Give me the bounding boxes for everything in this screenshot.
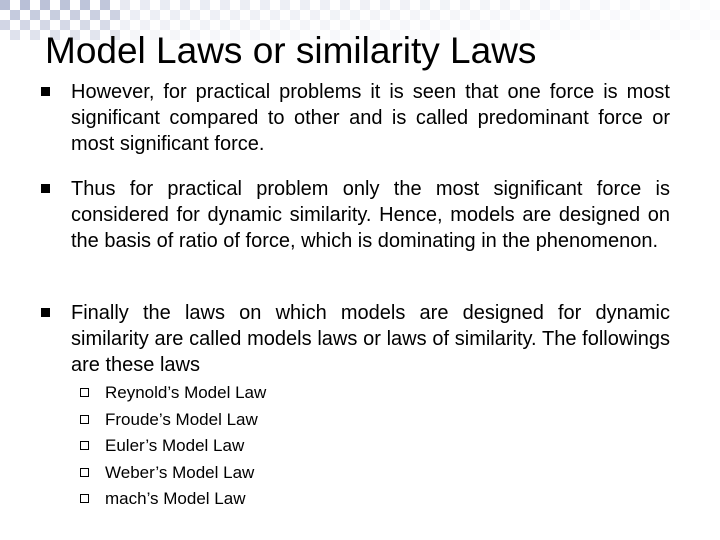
checker-square [540,20,550,30]
checker-square [510,10,520,20]
checker-square [300,0,310,10]
checker-square [690,30,700,40]
checker-square [50,10,60,20]
checker-square [590,10,600,20]
checker-square [20,20,30,30]
checker-square [20,0,30,10]
checker-square [560,20,570,30]
list-item-reynolds-model-law [80,380,266,407]
checker-square [220,0,230,10]
checker-square [240,0,250,10]
checker-square [330,10,340,20]
bullet-square-icon [41,308,50,317]
list-item-label: Euler’s Model Law [105,436,245,455]
checker-square [580,0,590,10]
checker-square [10,10,20,20]
list-item-label: Froude’s Model Law [105,409,258,429]
checker-square [190,10,200,20]
checker-square [710,30,720,40]
checker-square [620,0,630,10]
bullet-text-laws-of-similarity: Finally the laws on which models are designed for dynamic similarity are called models laws or laws of similarity. The followings are these laws [71,302,670,376]
checker-square [600,0,610,10]
checker-square [410,10,420,20]
slide-title: Model Laws or similarity Laws [45,30,537,71]
checker-square [640,20,650,30]
checker-square [530,10,540,20]
checker-square [0,0,10,10]
checker-square [660,0,670,10]
checker-square [600,20,610,30]
checker-square [550,30,560,40]
checker-square [110,10,120,20]
checker-square [640,0,650,10]
checker-square [30,30,40,40]
checker-square [550,10,560,20]
checker-square [500,0,510,10]
list-item-eulers-model-law [80,433,266,460]
checker-square [630,10,640,20]
checker-square [680,0,690,10]
hollow-square-bullet-icon [80,415,89,424]
checker-square [150,10,160,20]
bullet-square-icon [41,87,50,96]
checker-square [430,10,440,20]
checker-square [610,10,620,20]
hollow-square-bullet-icon [80,441,89,450]
checker-square [570,10,580,20]
checker-square [90,10,100,20]
checker-square [10,30,20,40]
checker-square [250,10,260,20]
checker-square [680,20,690,30]
checker-square [40,0,50,10]
checker-square [360,0,370,10]
checker-square [210,10,220,20]
list-item-label: Weber’s Model Law [105,462,255,482]
checker-square [470,10,480,20]
checker-square [700,20,710,30]
checker-square [570,30,580,40]
bullet-square-icon [41,184,50,193]
checker-square [380,0,390,10]
checker-square [160,0,170,10]
checker-square [560,0,570,10]
checker-square [310,10,320,20]
checker-square [650,10,660,20]
checker-square [580,20,590,30]
checker-square [670,10,680,20]
checker-square [140,0,150,10]
checker-square [610,30,620,40]
checker-square [690,10,700,20]
checker-square [460,0,470,10]
checker-square [340,0,350,10]
list-item-webers-model-law [80,460,266,487]
checker-square [450,10,460,20]
checker-square [60,0,70,10]
checker-square [0,20,10,30]
hollow-square-bullet-icon [80,468,89,477]
bullet-text-predominant-force: However, for practical problems it is seen that one force is most significant compared to other and is called predominant force or most significant force. [71,81,670,155]
checker-square [120,0,130,10]
checker-square [400,0,410,10]
list-item-label: Reynold’s Model Law [105,383,267,402]
checker-square [620,20,630,30]
hollow-square-bullet-icon [80,388,89,397]
checker-square [100,0,110,10]
list-item-mach-model-law [80,486,266,513]
checker-square [230,10,240,20]
checker-square [650,30,660,40]
checker-square [320,0,330,10]
checker-square [520,0,530,10]
checker-square [280,0,290,10]
checker-square [390,10,400,20]
checker-square [420,0,430,10]
checker-square [350,10,360,20]
checker-square [670,30,680,40]
list-item-froudes-model-law [80,407,266,434]
checker-square [260,0,270,10]
checker-square [290,10,300,20]
checker-square [170,10,180,20]
checker-square [590,30,600,40]
checker-square [70,10,80,20]
bullet-text-dynamic-similarity: Thus for practical problem only the most significant force is considered for dynamic similarity. Hence, models are designed on the basis of ratio of force, which is dominating in the phenomenon. [71,178,670,252]
checker-square [440,0,450,10]
checker-square [200,0,210,10]
checker-square [630,30,640,40]
checker-square [480,0,490,10]
checker-square [700,0,710,10]
checker-square [710,10,720,20]
checker-square [80,0,90,10]
checker-square [270,10,280,20]
checker-square [490,10,500,20]
checker-square [30,10,40,20]
checker-square [130,10,140,20]
checker-square [660,20,670,30]
checker-square [540,0,550,10]
model-laws-list [80,380,266,513]
checker-square [180,0,190,10]
hollow-square-bullet-icon [80,494,89,503]
checker-square [370,10,380,20]
list-item-label: mach’s Model Law [105,489,246,508]
